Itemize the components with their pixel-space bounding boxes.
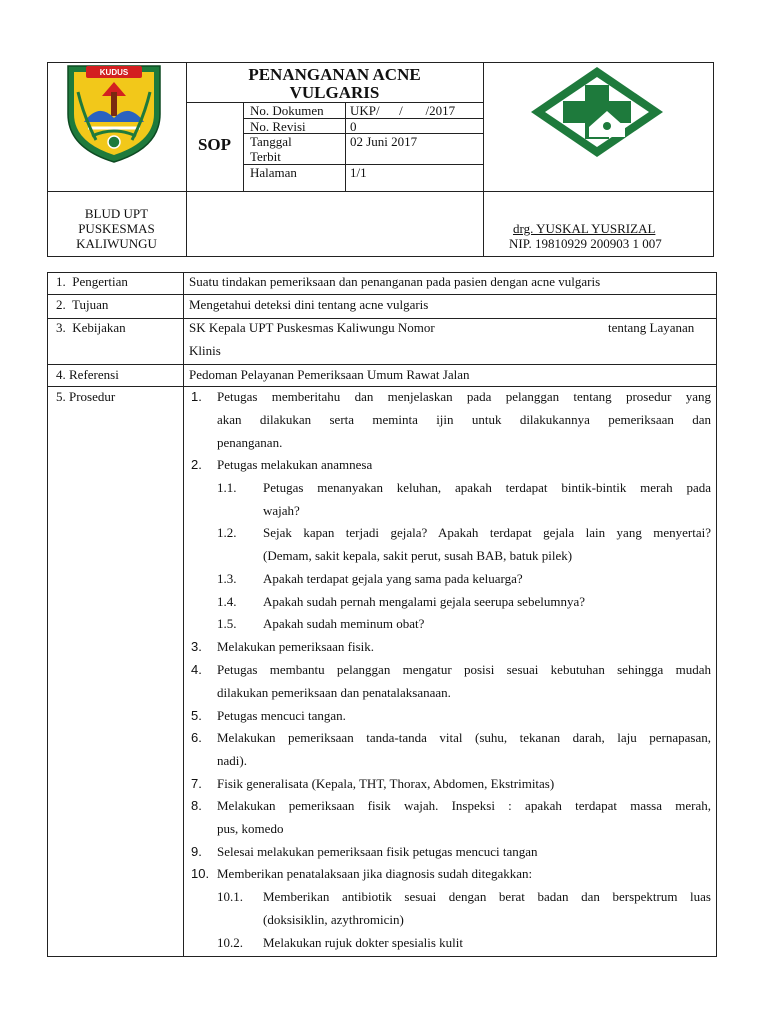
- row-label-kebijakan: 3. Kebijakan: [56, 320, 126, 335]
- step-number: 10.: [191, 866, 210, 881]
- substep-text: wajah?: [263, 503, 300, 518]
- meta-label-revisi: No. Revisi: [250, 119, 306, 134]
- step-number: 8.: [191, 798, 202, 813]
- row-text-kebijakan-a: SK Kepala UPT Puskesmas Kaliwungu Nomor: [189, 320, 435, 335]
- step-number: 1.: [191, 389, 202, 404]
- step-number: 4.: [191, 662, 202, 677]
- row-label-prosedur: 5. Prosedur: [56, 389, 116, 404]
- substep-number: 10.2.: [217, 935, 243, 950]
- row-label-tujuan: 2. Tujuan: [56, 297, 109, 312]
- logo-banner-text: KUDUS: [99, 68, 129, 77]
- meta-label-dokumen: No. Dokumen: [250, 103, 324, 118]
- step-text: dilakukan pemeriksaan dan penatalaksanaan.: [217, 685, 451, 700]
- substep-text: Memberikan antibiotik sesuai dengan berat badan dan berspektrum luas: [263, 889, 711, 904]
- kudus-regency-emblem: [62, 62, 166, 164]
- substep-text: Apakah sudah pernah mengalami gejala seerupa sebelumnya?: [263, 594, 585, 609]
- substep-number: 1.3.: [217, 571, 237, 586]
- step-text: Selesai melakukan pemeriksaan fisik petugas mencuci tangan: [217, 844, 538, 859]
- step-text: Memberikan penatalaksaan jika diagnosis sudah ditegakkan:: [217, 866, 533, 881]
- substep-text: Sejak kapan terjadi gejala? Apakah terdapat gejala lain yang menyertai?: [263, 525, 711, 540]
- step-number: 5.: [191, 708, 202, 723]
- substep-number: 1.2.: [217, 525, 237, 540]
- step-number: 7.: [191, 776, 202, 791]
- meta-value-revisi: 0: [350, 119, 357, 134]
- sop-label: SOP: [197, 135, 232, 154]
- row-text-kebijakan-b: tentang Layanan: [608, 320, 695, 335]
- meta-value-tanggal: 02 Juni 2017: [350, 134, 418, 149]
- row-label-pengertian: 1. Pengertian: [56, 274, 128, 289]
- step-number: 9.: [191, 844, 202, 859]
- signatory-name: drg. YUSKAL YUSRIZAL: [513, 221, 656, 236]
- step-text: akan dilakukan serta meminta ijin untuk dilakukannya pemeriksaan dan: [217, 412, 711, 427]
- meta-label-halaman: Halaman: [250, 165, 297, 180]
- substep-text: Petugas menanyakan keluhan, apakah terdapat bintik-bintik merah pada: [263, 480, 711, 495]
- step-text: pus, komedo: [217, 821, 284, 836]
- substep-number: 1.4.: [217, 594, 237, 609]
- step-text: Fisik generalisata (Kepala, THT, Thorax, Abdomen, Ekstrimitas): [217, 776, 555, 791]
- substep-text: (doksisiklin, azythromicin): [263, 912, 404, 927]
- organization-name: BLUD UPT PUSKESMAS KALIWUNGU: [76, 206, 157, 251]
- meta-value-halaman: 1/1: [350, 165, 367, 180]
- step-text: Petugas memberitahu dan menjelaskan pada pelanggan tentang prosedur yang: [217, 389, 711, 404]
- substep-number: 10.1.: [217, 889, 243, 904]
- puskesmas-logo: [527, 63, 667, 161]
- step-number: 6.: [191, 730, 202, 745]
- step-text: Melakukan pemeriksaan fisik wajah. Inspeksi : apakah terdapat massa merah,: [217, 798, 711, 813]
- row-label-referensi: 4. Referensi: [56, 367, 119, 382]
- step-number: 3.: [191, 639, 202, 654]
- row-text-tujuan: Mengetahui deteksi dini tentang acne vulgaris: [189, 297, 429, 312]
- row-text-pengertian: Suatu tindakan pemeriksaan dan penanganan pada pasien dengan acne vulgaris: [189, 274, 601, 289]
- substep-text: Apakah terdapat gejala yang sama pada keluarga?: [263, 571, 523, 586]
- row-text-kebijakan-c: Klinis: [189, 343, 221, 358]
- substep-number: 1.5.: [217, 616, 237, 631]
- substep-text: (Demam, sakit kepala, sakit perut, susah BAB, batuk pilek): [263, 548, 573, 563]
- signatory-nip: NIP. 19810929 200903 1 007: [509, 236, 662, 251]
- step-number: 2.: [191, 457, 202, 472]
- step-text: Petugas melakukan anamnesa: [217, 457, 373, 472]
- step-text: Petugas mencuci tangan.: [217, 708, 346, 723]
- step-text: Melakukan pemeriksaan tanda-tanda vital (suhu, tekanan darah, laju pernapasan,: [217, 730, 711, 745]
- sop-title: PENANGANAN ACNE VULGARIS: [248, 65, 421, 102]
- substep-text: Melakukan rujuk dokter spesialis kulit: [263, 935, 464, 950]
- step-text: nadi).: [217, 753, 247, 768]
- step-text: Petugas membantu pelanggan mengatur posisi sesuai kebutuhan sehingga mudah: [217, 662, 711, 677]
- step-text: Melakukan pemeriksaan fisik.: [217, 639, 375, 654]
- meta-value-dokumen: UKP/ / /2017: [350, 103, 456, 118]
- step-text: penanganan.: [217, 435, 283, 450]
- meta-label-tanggal: Tanggal Terbit: [250, 134, 292, 164]
- row-text-referensi: Pedoman Pelayanan Pemeriksaan Umum Rawat Jalan: [189, 367, 470, 382]
- substep-number: 1.1.: [217, 480, 237, 495]
- substep-text: Apakah sudah meminum obat?: [263, 616, 425, 631]
